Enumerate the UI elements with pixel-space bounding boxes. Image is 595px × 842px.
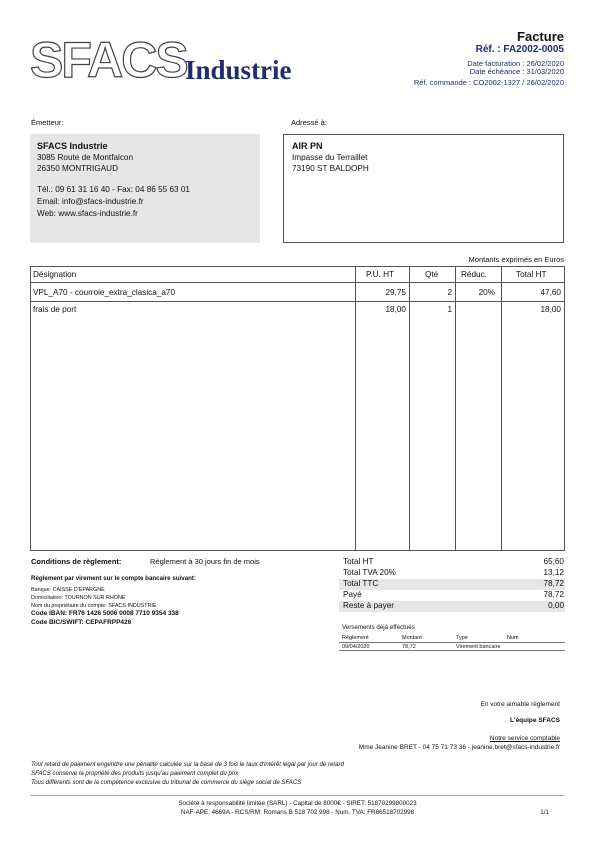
total-ttc-row <box>339 579 565 590</box>
payment-terms-label: Conditions de règlement: <box>31 557 122 566</box>
sender-box <box>30 134 260 243</box>
footer-divider <box>30 795 565 796</box>
account-owner: Nom du propriétaire du compte: SFACS INDUSTRIE <box>31 603 157 609</box>
bank-domiciliation: Domiciliation: TOURNON SUR RHONE <box>31 595 126 601</box>
legal-note-ownership: SFACS conserve la propriété des produits jusqu'au paiement complet du prix <box>31 770 239 777</box>
invoice-items-table <box>30 266 565 551</box>
currency-note: Montants exprimés en Euros <box>468 255 564 264</box>
legal-note-penalty: Tout retard de paiement engendre une pénalité calculée sur la base de 3 fois le taux d'intérêt légal par jour de retard <box>31 761 344 768</box>
recipient-label: Adressé à: <box>291 118 327 127</box>
paid-value: 78,72 <box>543 590 564 599</box>
row-total: 18,00 <box>540 305 561 314</box>
bank-transfer-label: Règlement par virement sur le compte bancaire suivant: <box>31 575 197 582</box>
sender-email: Email: info@sfacs-industrie.fr <box>37 197 144 206</box>
remaining-row <box>339 601 565 612</box>
legal-note-jurisdiction: Tous différents sont de la compétence exclusive du tribunal de commerce du siège social de SFACS <box>31 779 302 786</box>
iban-code: Code IBAN: FR76 1426 5006 0008 7710 9354 338 <box>31 610 179 617</box>
column-header-unit-price: P.U. HT <box>366 270 395 279</box>
total-tva-value: 13,12 <box>543 568 564 577</box>
footer-registration-info: NAF-APE: 4669A - RCS/RM: Romans B 518 702 998 - Num. TVA: FR86518702998 <box>180 809 415 816</box>
row-total: 47,60 <box>540 288 561 297</box>
column-header-designation: Désignation <box>33 270 77 279</box>
recipient-name: AIR PN <box>292 141 323 151</box>
bank-name: Banque: CAISSE D'EPARGNE <box>31 587 105 593</box>
payments-label: Versements déjà effectués <box>342 624 415 631</box>
row-designation: VPL_A70 - courroie_extra_clasica_a70 <box>33 288 176 297</box>
payments-table <box>339 634 565 651</box>
row-quantity: 1 <box>447 305 452 314</box>
row-quantity: 2 <box>447 288 452 297</box>
team-signature: L'équipe SFACS <box>510 717 560 724</box>
payment-header-type: Type <box>456 635 468 641</box>
column-header-discount: Réduc. <box>461 270 487 279</box>
total-tva-row <box>339 568 565 579</box>
document-title: Facture <box>517 29 564 44</box>
payment-date: 09/04/2020 <box>342 644 370 650</box>
sender-phone: Tél.: 09 61 31 16 40 - Fax: 04 86 55 63 01 <box>37 185 190 194</box>
recipient-address1: Impasse du Terraillet <box>292 153 368 162</box>
column-header-total: Total HT <box>516 270 547 279</box>
company-logo <box>30 32 312 88</box>
total-ht-value: 65,60 <box>543 557 564 566</box>
sender-website: Web: www.sfacs-industrie.fr <box>37 209 138 218</box>
paid-row <box>339 590 565 601</box>
closing-text: En votre aimable règlement <box>480 701 560 708</box>
column-header-quantity: Qté <box>425 270 439 279</box>
total-ht-label: Total HT <box>343 557 374 566</box>
recipient-box <box>283 134 564 243</box>
total-ttc-label: Total TTC <box>343 579 379 588</box>
total-tva-label: Total TVA 20% <box>343 568 396 577</box>
page-number: 1/1 <box>540 809 549 816</box>
remaining-label: Reste à payer <box>343 601 394 610</box>
logo-suffix-text: Industrie <box>185 55 292 85</box>
order-reference: Réf. commande : CO2002-1327 / 26/02/2020 <box>413 78 564 87</box>
sender-name: SFACS Industrie <box>37 141 108 151</box>
row-discount: 20% <box>478 288 495 297</box>
row-designation: frais de port <box>33 305 77 314</box>
due-date: Date échéance : 31/03/2020 <box>469 67 564 76</box>
row-unit-price: 18,00 <box>385 305 406 314</box>
sender-address1: 3085 Route de Montfalcon <box>37 153 134 162</box>
total-ttc-value: 78,72 <box>543 579 564 588</box>
bic-code: Code BIC/SWIFT: CEPAFRPP426 <box>31 619 132 626</box>
sender-label: Émetteur: <box>31 118 64 127</box>
recipient-address2: 73190 ST BALDOPH <box>292 164 369 173</box>
payment-header-reglement: Règlement <box>342 635 369 641</box>
footer-company-info: Société à responsabilité limitée (SARL) - Capital de 8000€ - SIRET: 51870299800023 <box>178 800 417 807</box>
payment-header-montant: Montant <box>402 635 422 641</box>
accounting-contact: Mme Jeanine BRET - 04 75 71 73 36 - jeanine.bret@sfacs-industrie.fr <box>358 744 560 751</box>
sender-address2: 26350 MONTRIGAUD <box>37 164 118 173</box>
logo-brand-text: SFACS <box>30 32 187 88</box>
row-unit-price: 29,75 <box>385 288 406 297</box>
total-ht-row <box>339 557 565 568</box>
invoice-date: Date facturation : 26/02/2020 <box>467 59 564 68</box>
invoice-reference: Réf. : FA2002-0005 <box>475 44 564 55</box>
remaining-value: 0,00 <box>548 601 564 610</box>
payment-type: Virement bancaire <box>456 644 501 650</box>
payment-amount: 78,72 <box>402 644 416 650</box>
accounting-service: Notre service comptable <box>489 735 560 742</box>
payment-header-num: Num <box>507 635 519 641</box>
payment-terms-value: Règlement à 30 jours fin de mois <box>150 557 260 566</box>
paid-label: Payé <box>343 590 362 599</box>
